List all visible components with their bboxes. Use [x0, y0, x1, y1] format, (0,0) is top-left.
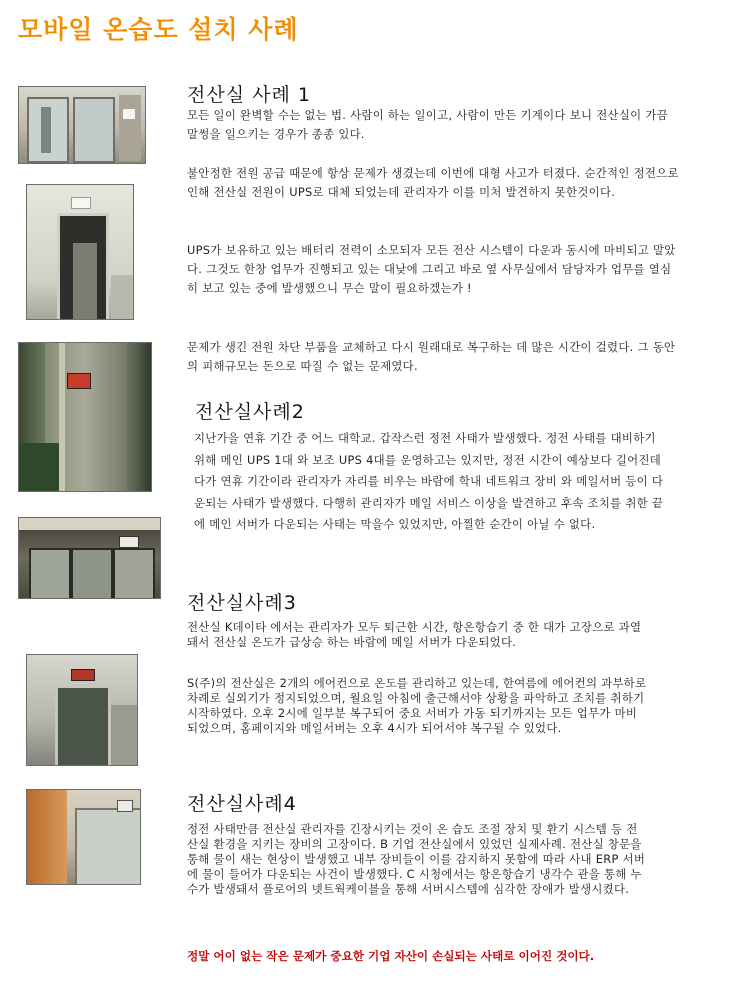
case-3-heading: 전산실사례3 [187, 592, 297, 614]
case-1-paragraph: 불안정한 전원 공급 때문에 항상 문제가 생겼는데 이번에 대형 사고가 터졌다. 순간적인 정전으로 인해 전산실 전원이 UPS로 대체 되었는데 관리자가 이를 미처 발견하지 못한것이다. [187, 166, 679, 199]
case-3-paragraph: S(주)의 전산실은 2개의 에어컨으로 온도를 관리하고 있는데, 한여름에 에어컨의 과부하로 차례로 실외기가 정지되었으며, 월요일 아침에 출근해서야 상황을 파악하고 조치를 취하기 시작하였다. 오후 2시에 일부분 복구되어 중요 서버가 가동 되기까지는 모든 업무가 마비되었으며, 홈페이지와 메일서버는 오후 4시가 되어서야 복구될 수 있었다. [187, 676, 647, 735]
conclusion-text: 정말 어이 없는 작은 문제가 중요한 기업 자산이 손실되는 사태로 이어진 것이다. [187, 949, 595, 963]
door-sensor-photo [26, 654, 138, 766]
case-2-heading: 전산실사례2 [195, 401, 305, 423]
case-4-heading: 전산실사례4 [187, 793, 297, 815]
case-1-paragraph: 문제가 생긴 전원 차단 부품을 교체하고 다시 원래대로 복구하는 데 많은 시간이 걸렸다. 그 동안의 피해규모는 돈으로 따질 수 없는 문제였다. [187, 340, 676, 373]
case-3-paragraph: 전산실 K데이타 에서는 관리자가 모두 퇴근한 시간, 항온항습기 중 한 대가 고장으로 과열 돼서 전산실 온도가 급상승 하는 바람에 메일 서버가 다운되었다. [187, 620, 642, 649]
case-1-paragraph: UPS가 보유하고 있는 배터리 전력이 소모되자 모든 전산 시스템이 다운과 동시에 마비되고 말았다. 그것도 한창 업무가 진행되고 있는 대낮에 그리고 바로 옆 사무실에서 담당자가 업무를 열심히 보고 있는 중에 발생했으니 무슨 말이 필요하겠는가 ! [187, 243, 676, 295]
page-title: 모바일 온습도 설치 사례 [18, 15, 299, 44]
open-doorway-photo [26, 184, 134, 320]
case-1-heading: 전산실 사례 1 [187, 84, 311, 106]
hallway-display-photo [18, 342, 152, 492]
server-room-door-photo [18, 86, 146, 164]
office-wall-sensor-photo [26, 789, 141, 885]
case-1-paragraph: 모든 일이 완벽할 수는 없는 법. 사람이 하는 일이고, 사람이 만든 기계이다 보니 전산실이 가끔 말썽을 일으키는 경우가 종종 있다. [187, 108, 668, 141]
glass-partition-photo [18, 517, 161, 599]
case-2-paragraph: 지난가을 연휴 기간 중 어느 대학교. 갑작스런 정전 사태가 발생했다. 정전 사태를 대비하기 위해 메인 UPS 1대 와 보조 UPS 4대를 운영하고는 있지만, 정전 시간이 예상보다 길어진데다가 연휴 기간이라 관리자가 자리를 비우는 바람에 학내 네트워크 장비 와 메일서버 등이 다운되는 사태가 발생했다. 다행히 관리자가 메일 서비스 이상을 발견하고 후속 조치를 취한 끝에 메인 서버가 다운되는 사태는 막을수 있었지만, 아찔한 순간이 아닐 수 없다. [194, 431, 664, 531]
case-4-paragraph: 정전 사태만큼 전산실 관리자를 긴장시키는 것이 온 습도 조절 장치 및 환기 시스템 등 전산실 환경을 지키는 장비의 고장이다. B 기업 전산실에서 있었던 실제사례. 전산실 창문을 통해 물이 새는 현상이 발생했고 내부 장비들이 이를 감지하지 못함에 따라 사내 ERP 서버에 물이 들어가 다운되는 사건이 발생했다. C 시청에서는 항온항습기 냉각수 관을 통해 누수가 발생돼서 플로어의 넷트웍케이블을 통해 서버시스템에 심각한 장애가 발생시켰다. [187, 822, 646, 896]
